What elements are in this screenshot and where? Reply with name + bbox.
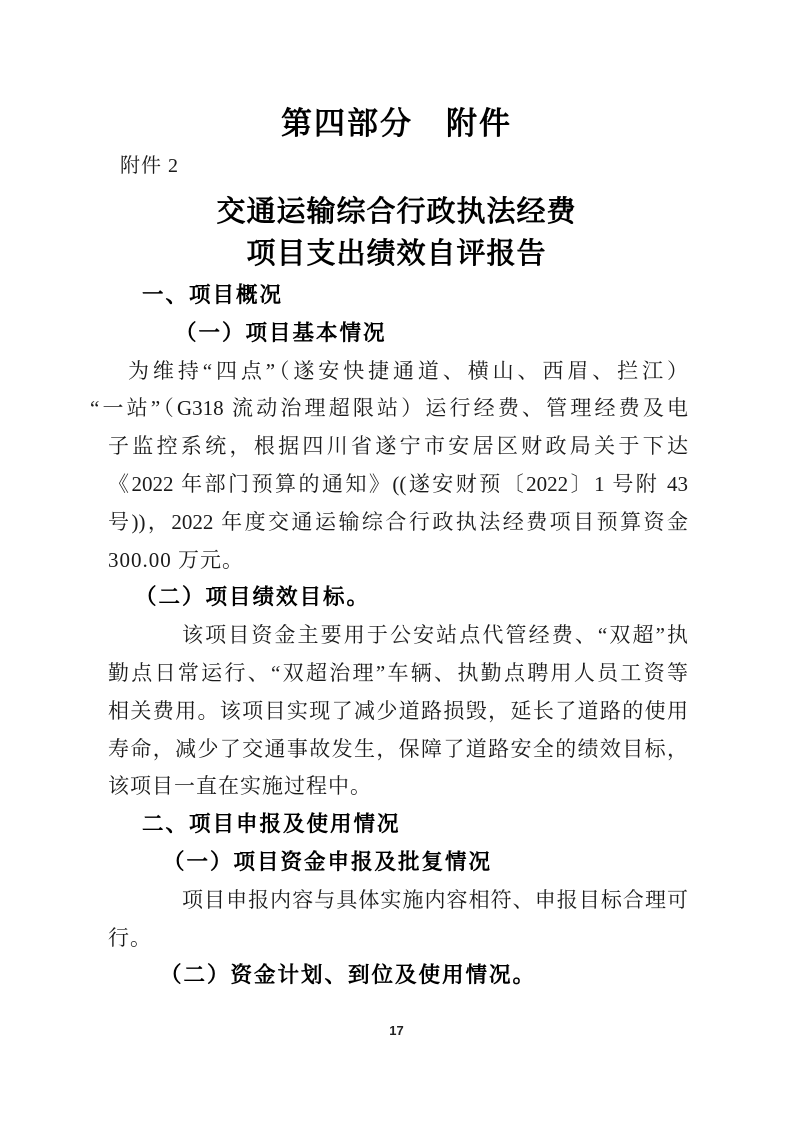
paragraph-line: 寿命，减少了交通事故发生，保障了道路安全的绩效目标， bbox=[108, 736, 688, 761]
paragraph-line: 行。 bbox=[108, 925, 152, 950]
paragraph-line: 勤点日常运行、“双超治理”车辆、执勤点聘用人员工资等 bbox=[108, 660, 688, 685]
part-heading: 第四部分 附件 bbox=[281, 106, 512, 141]
paragraph-line: “一站”（G318 流动治理超限站）运行经费、管理经费及电 bbox=[90, 396, 688, 421]
paragraph-line: 号))，2022 年度交通运输综合行政执法经费项目预算资金 bbox=[108, 509, 688, 534]
paragraph-line: 子监控系统，根据四川省遂宁市安居区财政局关于下达 bbox=[108, 434, 688, 459]
paragraph-line: 项目申报内容与具体实施内容相符、申报目标合理可 bbox=[182, 887, 688, 912]
section-heading-application: 二、项目申报及使用情况 bbox=[142, 812, 401, 837]
section-heading-overview: 一、项目概况 bbox=[142, 283, 284, 307]
document-title-line1: 交通运输综合行政执法经费 bbox=[216, 196, 577, 228]
document-body bbox=[90, 277, 688, 995]
subsection-heading-fund-application: （一）项目资金申报及批复情况 bbox=[163, 849, 493, 874]
paragraph-line: 相关费用。该项目实现了减少道路损毁，延长了道路的使用 bbox=[108, 698, 688, 723]
document-title-line2: 项目支出绩效自评报告 bbox=[246, 238, 547, 270]
paragraph-line: 该项目资金主要用于公安站点代管经费、“双超”执 bbox=[182, 623, 688, 648]
subsection-heading-performance-goal: （二）项目绩效目标。 bbox=[135, 585, 371, 610]
paragraph-line: 《2022 年部门预算的通知》((遂安财预〔2022〕1 号附 43 bbox=[108, 471, 688, 496]
paragraph-line: 该项目一直在实施过程中。 bbox=[108, 774, 372, 799]
subsection-heading-basic-info: （一）项目基本情况 bbox=[175, 320, 387, 345]
attachment-label: 附件 2 bbox=[120, 155, 179, 177]
page-number: 17 bbox=[389, 1023, 404, 1038]
paragraph-line: 为维持“四点”（遂安快捷通道、横山、西眉、拦江） bbox=[128, 358, 688, 383]
subsection-heading-fund-plan: （二）资金计划、到位及使用情况。 bbox=[160, 963, 537, 988]
paragraph-line: 300.00 万元。 bbox=[108, 547, 244, 572]
